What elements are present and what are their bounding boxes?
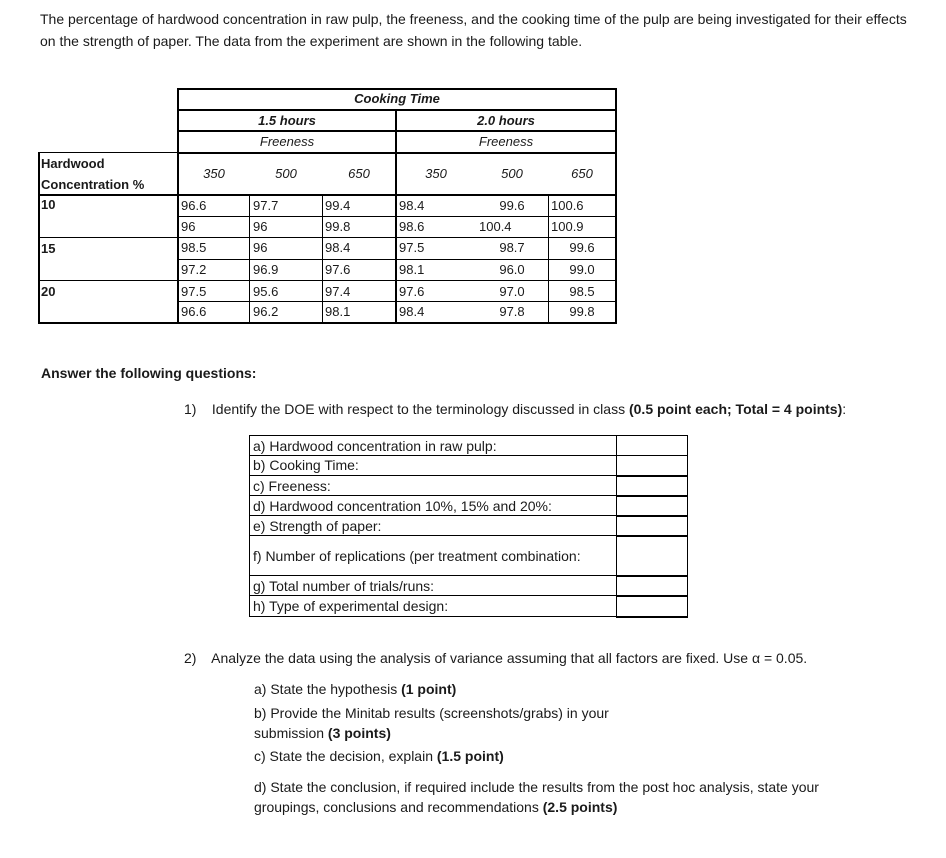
table-line — [178, 130, 616, 132]
data-cell: 96 — [181, 219, 196, 234]
doe-answer-g[interactable] — [616, 576, 688, 597]
data-cell: 95.6 — [253, 284, 279, 299]
question-2a-text: a) State the hypothesis — [254, 681, 402, 697]
data-cell: 97.8 — [499, 304, 525, 319]
answer-heading: Answer the following questions: — [41, 365, 257, 381]
data-cell: 100.9 — [551, 219, 584, 234]
data-cell: 96.9 — [253, 262, 279, 277]
question-2d — [254, 777, 854, 817]
data-cell: 98.1 — [399, 262, 425, 277]
data-cell: 96.6 — [181, 304, 207, 319]
data-cell: 98.4 — [399, 304, 425, 319]
data-cell: 96 — [253, 240, 268, 255]
question-2c-text: c) State the decision, explain — [254, 748, 437, 764]
question-2-text: Analyze the data using the analysis of variance assuming that all factors are fixed. Use α = 0.05. — [211, 650, 808, 666]
data-cell: 99.4 — [325, 198, 351, 213]
data-cell: 100.4 — [479, 219, 512, 234]
doe-answer-e[interactable] — [616, 516, 688, 537]
freeness-500-a: 500 — [275, 166, 297, 181]
hardwood-concentration-header: Hardwood Concentration % — [41, 156, 145, 192]
question-2c — [254, 746, 504, 766]
freeness-650-a: 650 — [348, 166, 370, 181]
data-cell: 98.1 — [325, 304, 351, 319]
data-cell: 97.6 — [325, 262, 351, 277]
table-line — [178, 216, 616, 217]
table-line — [177, 88, 179, 324]
table-line — [38, 280, 616, 281]
doe-item-e: e) Strength of paper: — [253, 518, 382, 534]
table-line — [178, 88, 616, 90]
freeness-650-b: 650 — [571, 166, 593, 181]
data-cell: 96 — [253, 219, 268, 234]
question-1-number: 1) — [184, 401, 197, 417]
table-line — [249, 194, 250, 324]
data-cell: 96.0 — [499, 262, 525, 277]
table-line — [395, 110, 397, 324]
data-cell: 97.7 — [253, 198, 279, 213]
data-cell: 98.4 — [399, 198, 425, 213]
data-cell: 99.8 — [325, 219, 351, 234]
question-2d-text: d) State the conclusion, if required include the results from the post hoc analysis, state your groupings, conclusions and recommendations — [254, 779, 819, 815]
doe-answer-b[interactable] — [616, 455, 688, 477]
data-cell: 97.5 — [181, 284, 207, 299]
data-cell: 99.6 — [499, 198, 525, 213]
table-line — [38, 237, 616, 238]
doe-answer-c[interactable] — [616, 476, 688, 497]
doe-item-d: d) Hardwood concentration 10%, 15% and 20%: — [253, 498, 552, 514]
freeness-350-a: 350 — [203, 166, 225, 181]
table-line — [178, 259, 616, 260]
data-cell: 98.7 — [499, 240, 525, 255]
table-line — [38, 152, 178, 153]
doe-item-f: f) Number of replications (per treatment combination: — [253, 548, 581, 564]
question-1-colon: : — [842, 401, 847, 417]
data-cell: 100.6 — [551, 198, 584, 213]
table-line — [178, 301, 616, 302]
data-cell: 98.5 — [181, 240, 207, 255]
doe-answer-h[interactable] — [616, 596, 688, 618]
table-line — [322, 194, 323, 324]
freeness-500-b: 500 — [501, 166, 523, 181]
doe-item-c: c) Freeness: — [253, 478, 331, 494]
question-2a-points: (1 point) — [401, 681, 457, 697]
doe-item-h: h) Type of experimental design: — [253, 598, 449, 614]
data-cell: 99.0 — [569, 262, 595, 277]
data-cell: 97.4 — [325, 284, 351, 299]
question-2b — [254, 703, 624, 743]
data-cell: 99.8 — [569, 304, 595, 319]
doe-answer-d[interactable] — [616, 496, 688, 517]
data-cell: 98.6 — [399, 219, 425, 234]
data-cell: 98.5 — [569, 284, 595, 299]
data-cell: 97.0 — [499, 284, 525, 299]
doe-item-g: g) Total number of trials/runs: — [253, 578, 435, 594]
doe-answer-a[interactable] — [616, 435, 688, 456]
doe-item-a: a) Hardwood concentration in raw pulp: — [253, 438, 497, 454]
question-1-points: (0.5 point each; Total = 4 points) — [628, 401, 843, 417]
data-cell: 97.5 — [399, 240, 425, 255]
question-2b-points: (3 points) — [327, 725, 391, 741]
concentration-15: 15 — [41, 241, 56, 256]
data-table — [38, 88, 618, 326]
data-cell: 98.4 — [325, 240, 351, 255]
cooking-time-header: Cooking Time — [354, 91, 440, 106]
data-cell: 97.2 — [181, 262, 207, 277]
table-line — [38, 152, 40, 324]
table-line — [615, 88, 617, 324]
question-2 — [184, 650, 807, 666]
problem-intro: The percentage of hardwood concentration in raw pulp, the freeness, and the cooking time of the pulp are being investigated for their effects on the strength of paper. The data from the experiment are shown in the following table. — [40, 11, 907, 49]
doe-item-b: b) Cooking Time: — [253, 457, 359, 473]
time-2-0-header: 2.0 hours — [477, 113, 535, 128]
question-2a — [254, 679, 456, 699]
concentration-10: 10 — [41, 197, 56, 212]
concentration-20: 20 — [41, 284, 56, 299]
data-cell: 97.6 — [399, 284, 425, 299]
freeness-header-2: Freeness — [478, 134, 534, 149]
question-2-number: 2) — [184, 650, 197, 666]
question-1-text: Identify the DOE with respect to the terminology discussed in class — [211, 401, 629, 417]
data-cell: 96.2 — [253, 304, 279, 319]
table-line — [38, 194, 616, 196]
doe-answer-f[interactable] — [616, 536, 688, 577]
question-2b-text: b) Provide the Minitab results (screenshots/grabs) in your submission — [254, 705, 609, 741]
question-2c-points: (1.5 point) — [436, 748, 504, 764]
freeness-header-1: Freeness — [259, 134, 315, 149]
table-line — [38, 322, 616, 324]
time-1-5-header: 1.5 hours — [258, 113, 316, 128]
freeness-350-b: 350 — [425, 166, 447, 181]
data-cell: 99.6 — [569, 240, 595, 255]
table-line — [548, 194, 549, 324]
table-line — [178, 152, 616, 154]
question-1 — [184, 401, 846, 417]
data-cell: 96.6 — [181, 198, 207, 213]
table-line — [178, 109, 616, 111]
question-2d-points: (2.5 points) — [542, 799, 618, 815]
